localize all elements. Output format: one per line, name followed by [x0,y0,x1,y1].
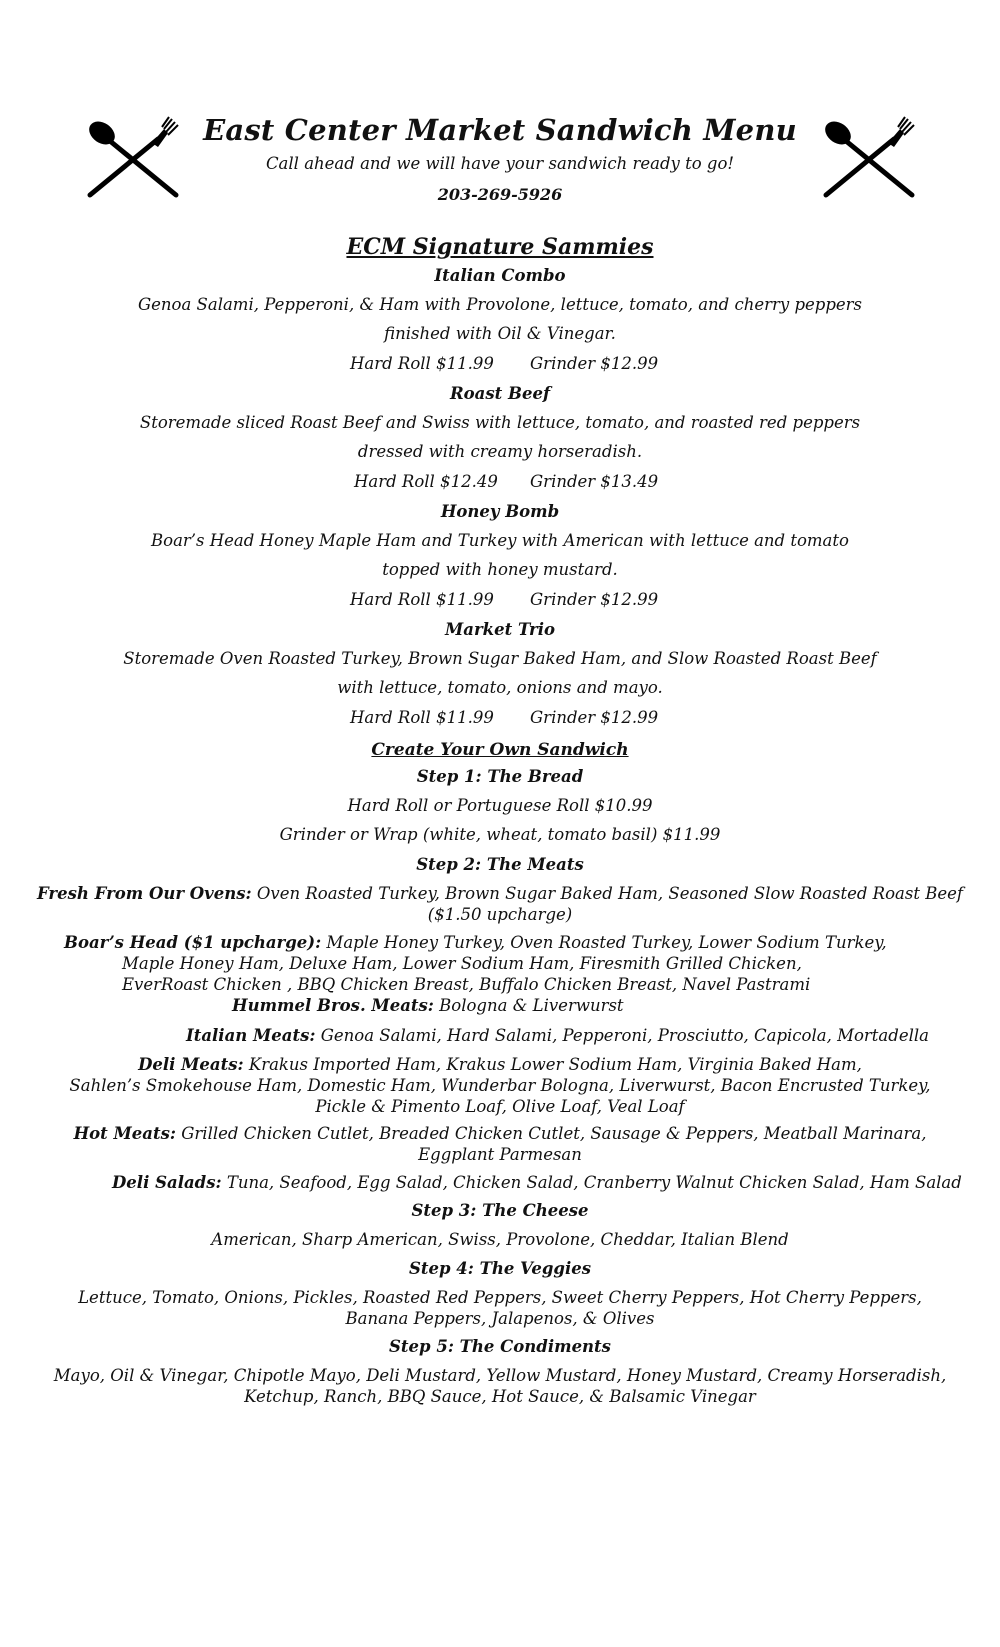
condiment-options: Mayo, Oil & Vinegar, Chipotle Mayo, Deli Mustard, Yellow Mustard, Honey Mustard, Creamy Horseradish, Ketchup, Ranch, BBQ Sauce, Hot Sauce, & Balsamic Vinegar [53,1366,947,1406]
meat-group-deli: Deli Meats: Krakus Imported Ham, Krakus Lower Sodium Ham, Virginia Baked Ham, Sahlen’s Smokehouse Ham, Domestic Ham, Wunderbar Bologna, Liverwurst, Bacon Encrusted Turkey, Pickle & Pimento Loaf, Olive Loaf, Veal Loaf [69,1055,931,1116]
price-grinder: Grinder $12.99 [530,590,659,609]
price-grinder: Grinder $13.49 [530,472,659,491]
bread-option: Grinder or Wrap (white, wheat, tomato basil) $11.99 [279,825,721,844]
meat-group-label: Fresh From Our Ovens: [37,884,252,903]
item-description: Storemade sliced Roast Beef and Swiss with lettuce, tomato, and roasted red peppers [139,413,861,432]
meat-group-hummel: Hummel Bros. Meats: Bologna & Liverwurst [232,996,624,1015]
price-grinder: Grinder $12.99 [530,354,659,373]
step-title: Step 1: The Bread [416,767,584,786]
item-description: topped with honey mustard. [382,560,618,579]
item-name: Italian Combo [434,266,566,285]
step-title: Step 5: The Condiments [389,1337,611,1356]
page-title: East Center Market Sandwich Menu [203,113,797,147]
item-name: Roast Beef [449,384,551,403]
price-hard-roll: Hard Roll $12.49 [354,472,498,491]
meat-group-hot: Hot Meats: Grilled Chicken Cutlet, Breaded Chicken Cutlet, Sausage & Peppers, Meatball Marinara, Eggplant Parmesan [73,1124,927,1164]
price-grinder: Grinder $12.99 [530,708,659,727]
bread-option: Hard Roll or Portuguese Roll $10.99 [347,796,653,815]
price-hard-roll: Hard Roll $11.99 [350,708,494,727]
meat-group-label: Hot Meats: [73,1124,176,1143]
item-description: dressed with creamy horseradish. [357,442,643,461]
item-description: Storemade Oven Roasted Turkey, Brown Sugar Baked Ham, and Slow Roasted Roast Beef [123,649,877,668]
meat-group-deli-salads: Deli Salads: Tuna, Seafood, Egg Salad, Chicken Salad, Cranberry Walnut Chicken Salad, Ham Salad [112,1173,962,1192]
meat-group-fresh: Fresh From Our Ovens: Oven Roasted Turkey, Brown Sugar Baked Ham, Seasoned Slow Roasted Roast Beef ($1.50 upcharge) [37,884,963,924]
section-heading-create: Create Your Own Sandwich [371,740,629,760]
item-name: Honey Bomb [440,502,560,521]
section-heading-signature: ECM Signature Sammies [346,234,654,260]
price-hard-roll: Hard Roll $11.99 [350,354,494,373]
phone-number: 203-269-5926 [437,185,563,204]
veggie-options: Lettuce, Tomato, Onions, Pickles, Roasted Red Peppers, Sweet Cherry Peppers, Hot Cherry Peppers, Banana Peppers, Jalapenos, & Olives [78,1288,922,1328]
step-title: Step 4: The Veggies [408,1259,592,1278]
cheese-options: American, Sharp American, Swiss, Provolone, Cheddar, Italian Blend [211,1230,789,1249]
meat-group-italian: Italian Meats: Genoa Salami, Hard Salami, Pepperoni, Prosciutto, Capicola, Mortadella [186,1026,929,1045]
meat-group-label: Italian Meats: [186,1026,316,1045]
meat-group-label: Hummel Bros. Meats: [232,996,434,1015]
item-description: with lettuce, tomato, onions and mayo. [337,678,663,697]
item-description: Genoa Salami, Pepperoni, & Ham with Provolone, lettuce, tomato, and cherry peppers [137,295,863,314]
meat-group-boars-head: Boar’s Head ($1 upcharge): Maple Honey Turkey, Oven Roasted Turkey, Lower Sodium Turkey, Maple Honey Ham, Deluxe Ham, Lower Sodium Ham, Firesmith Grilled Chicken, EverRoast Chicken , BBQ Chicken Breast, Buffalo Chicken Breast, Navel Pastrami [64,933,887,994]
tagline: Call ahead and we will have your sandwich ready to go! [265,154,735,173]
item-description: Boar’s Head Honey Maple Ham and Turkey with American with lettuce and tomato [151,531,849,550]
meat-group-label: Boar’s Head ($1 upcharge): [64,933,322,952]
meat-group-label: Deli Meats: [138,1055,244,1074]
item-description: finished with Oil & Vinegar. [384,324,616,343]
step-title: Step 3: The Cheese [411,1201,589,1220]
meat-group-label: Deli Salads: [112,1173,222,1192]
item-name: Market Trio [445,620,555,639]
step-title: Step 2: The Meats [416,855,584,874]
price-hard-roll: Hard Roll $11.99 [350,590,494,609]
